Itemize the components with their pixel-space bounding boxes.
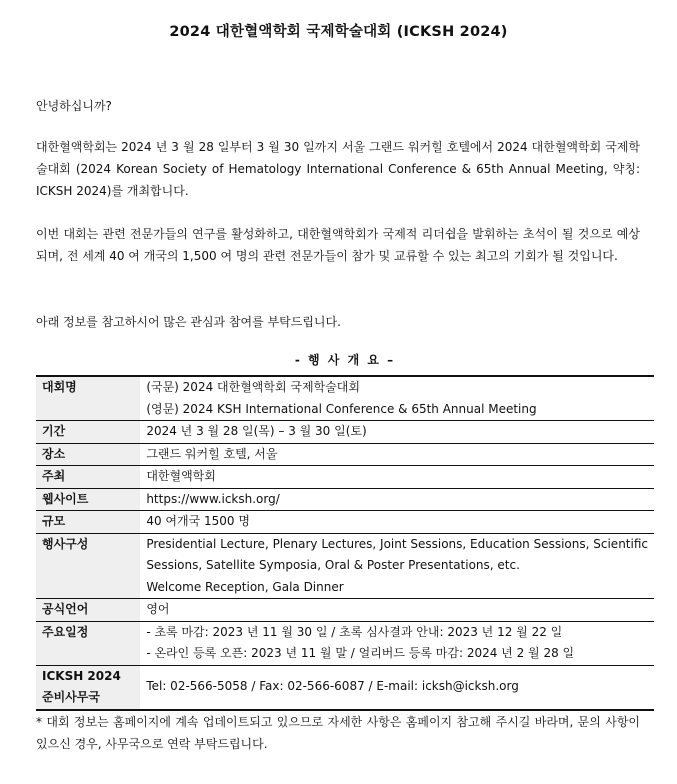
value-line: - 온라인 등록 오픈: 2023 년 11 월 말 / 얼리버드 등록 마감: 2024 년 2 월 28 일 (146, 646, 575, 660)
row-value-office: Tel: 02-566-5058 / Fax: 02-566-6087 / E-mail: icksh@icksh.org (146, 678, 519, 693)
row-value-program (140, 533, 654, 599)
row-label-host: 주최 (36, 466, 140, 489)
value-line: - 초록 마감: 2023 년 11 월 30 일 / 초록 심사결과 안내: 2023 년 12 월 22 일 (146, 624, 563, 639)
row-label-name: 대회명 (36, 376, 140, 421)
row-value-host: 대한혈액학회 (146, 469, 216, 483)
row-label-website: 웹사이트 (36, 488, 140, 511)
label-line: 준비사무국 (42, 690, 100, 704)
event-overview-heading: - 행 사 개 요 – (294, 353, 396, 367)
row-value-schedule (140, 621, 654, 665)
value-line: Welcome Reception, Gala Dinner (146, 579, 344, 594)
row-label-language: 공식언어 (36, 599, 140, 622)
row-label-scale: 규모 (36, 511, 140, 534)
table-row (36, 466, 654, 489)
table-row (36, 599, 654, 622)
greeting-paragraph: 안녕하십니까? (36, 99, 112, 113)
row-value-language: 영어 (146, 602, 170, 616)
value-line: Sessions, Satellite Symposia, Oral & Poster Presentations, etc. (146, 558, 520, 572)
row-value-scale: 40 여개국 1500 명 (146, 514, 250, 528)
label-line: ICKSH 2024 (42, 668, 121, 683)
request-paragraph: 아래 정보를 참고하시어 많은 관심과 참여를 부탁드립니다. (36, 315, 341, 329)
table-row (36, 533, 654, 599)
footnote: * 대회 정보는 홈페이지에 계속 업데이트되고 있으므로 자세한 사항은 홈페이지 참고해 주시길 바라며, 문의 사항이 있으신 경우, 사무국으로 연락 부탁드립니다. (36, 715, 640, 751)
table-row (36, 488, 654, 511)
event-overview-table (36, 375, 654, 711)
table-row (36, 511, 654, 534)
purpose-paragraph: 이번 대회는 관련 전문가들의 연구를 활성화하고, 대한혈액학회가 국제적 리더쉽을 발휘하는 초석이 될 것으로 예상되며, 전 세계 40 여 개국의 1,500 여 명의 관련 전문가들이 참가 및 교류할 수 있는 최고의 기회가 될 것입니다. (36, 227, 640, 263)
row-value-venue: 그랜드 워커힐 호텔, 서울 (146, 446, 278, 461)
row-label-office (36, 665, 140, 710)
row-label-program: 행사구성 (36, 533, 140, 599)
table-row (36, 443, 654, 466)
value-line: (영문) 2024 KSH International Conference & 65th Annual Meeting (146, 401, 537, 416)
table-row (36, 421, 654, 444)
table-row (36, 665, 654, 710)
row-value-period: 2024 년 3 월 28 일(목) – 3 월 30 일(토) (146, 424, 367, 438)
value-line: (국문) 2024 대한혈액학회 국제학술대회 (146, 380, 360, 394)
document-title: 2024 대한혈액학회 국제학술대회 (ICKSH 2024) (169, 24, 508, 40)
table-row (36, 376, 654, 421)
row-value-website[interactable]: https://www.icksh.org/ (146, 491, 280, 506)
table-row (36, 621, 654, 665)
intro-paragraph: 대한혈액학회는 2024 년 3 월 28 일부터 3 월 30 일까지 서울 그랜드 워커힐 호텔에서 2024 대한혈액학회 국제학술대회 (2024 Korean Society of Hematology International Conference & 65th Annual Meeting, 약칭: ICKSH 2024)를 개최합니다. (36, 140, 640, 198)
row-value-name (140, 376, 654, 421)
value-line: Presidential Lecture, Plenary Lectures, Joint Sessions, Education Sessions, Scientific (146, 536, 648, 551)
row-label-schedule: 주요일정 (36, 621, 140, 665)
row-label-period: 기간 (36, 421, 140, 444)
row-label-venue: 장소 (36, 443, 140, 466)
